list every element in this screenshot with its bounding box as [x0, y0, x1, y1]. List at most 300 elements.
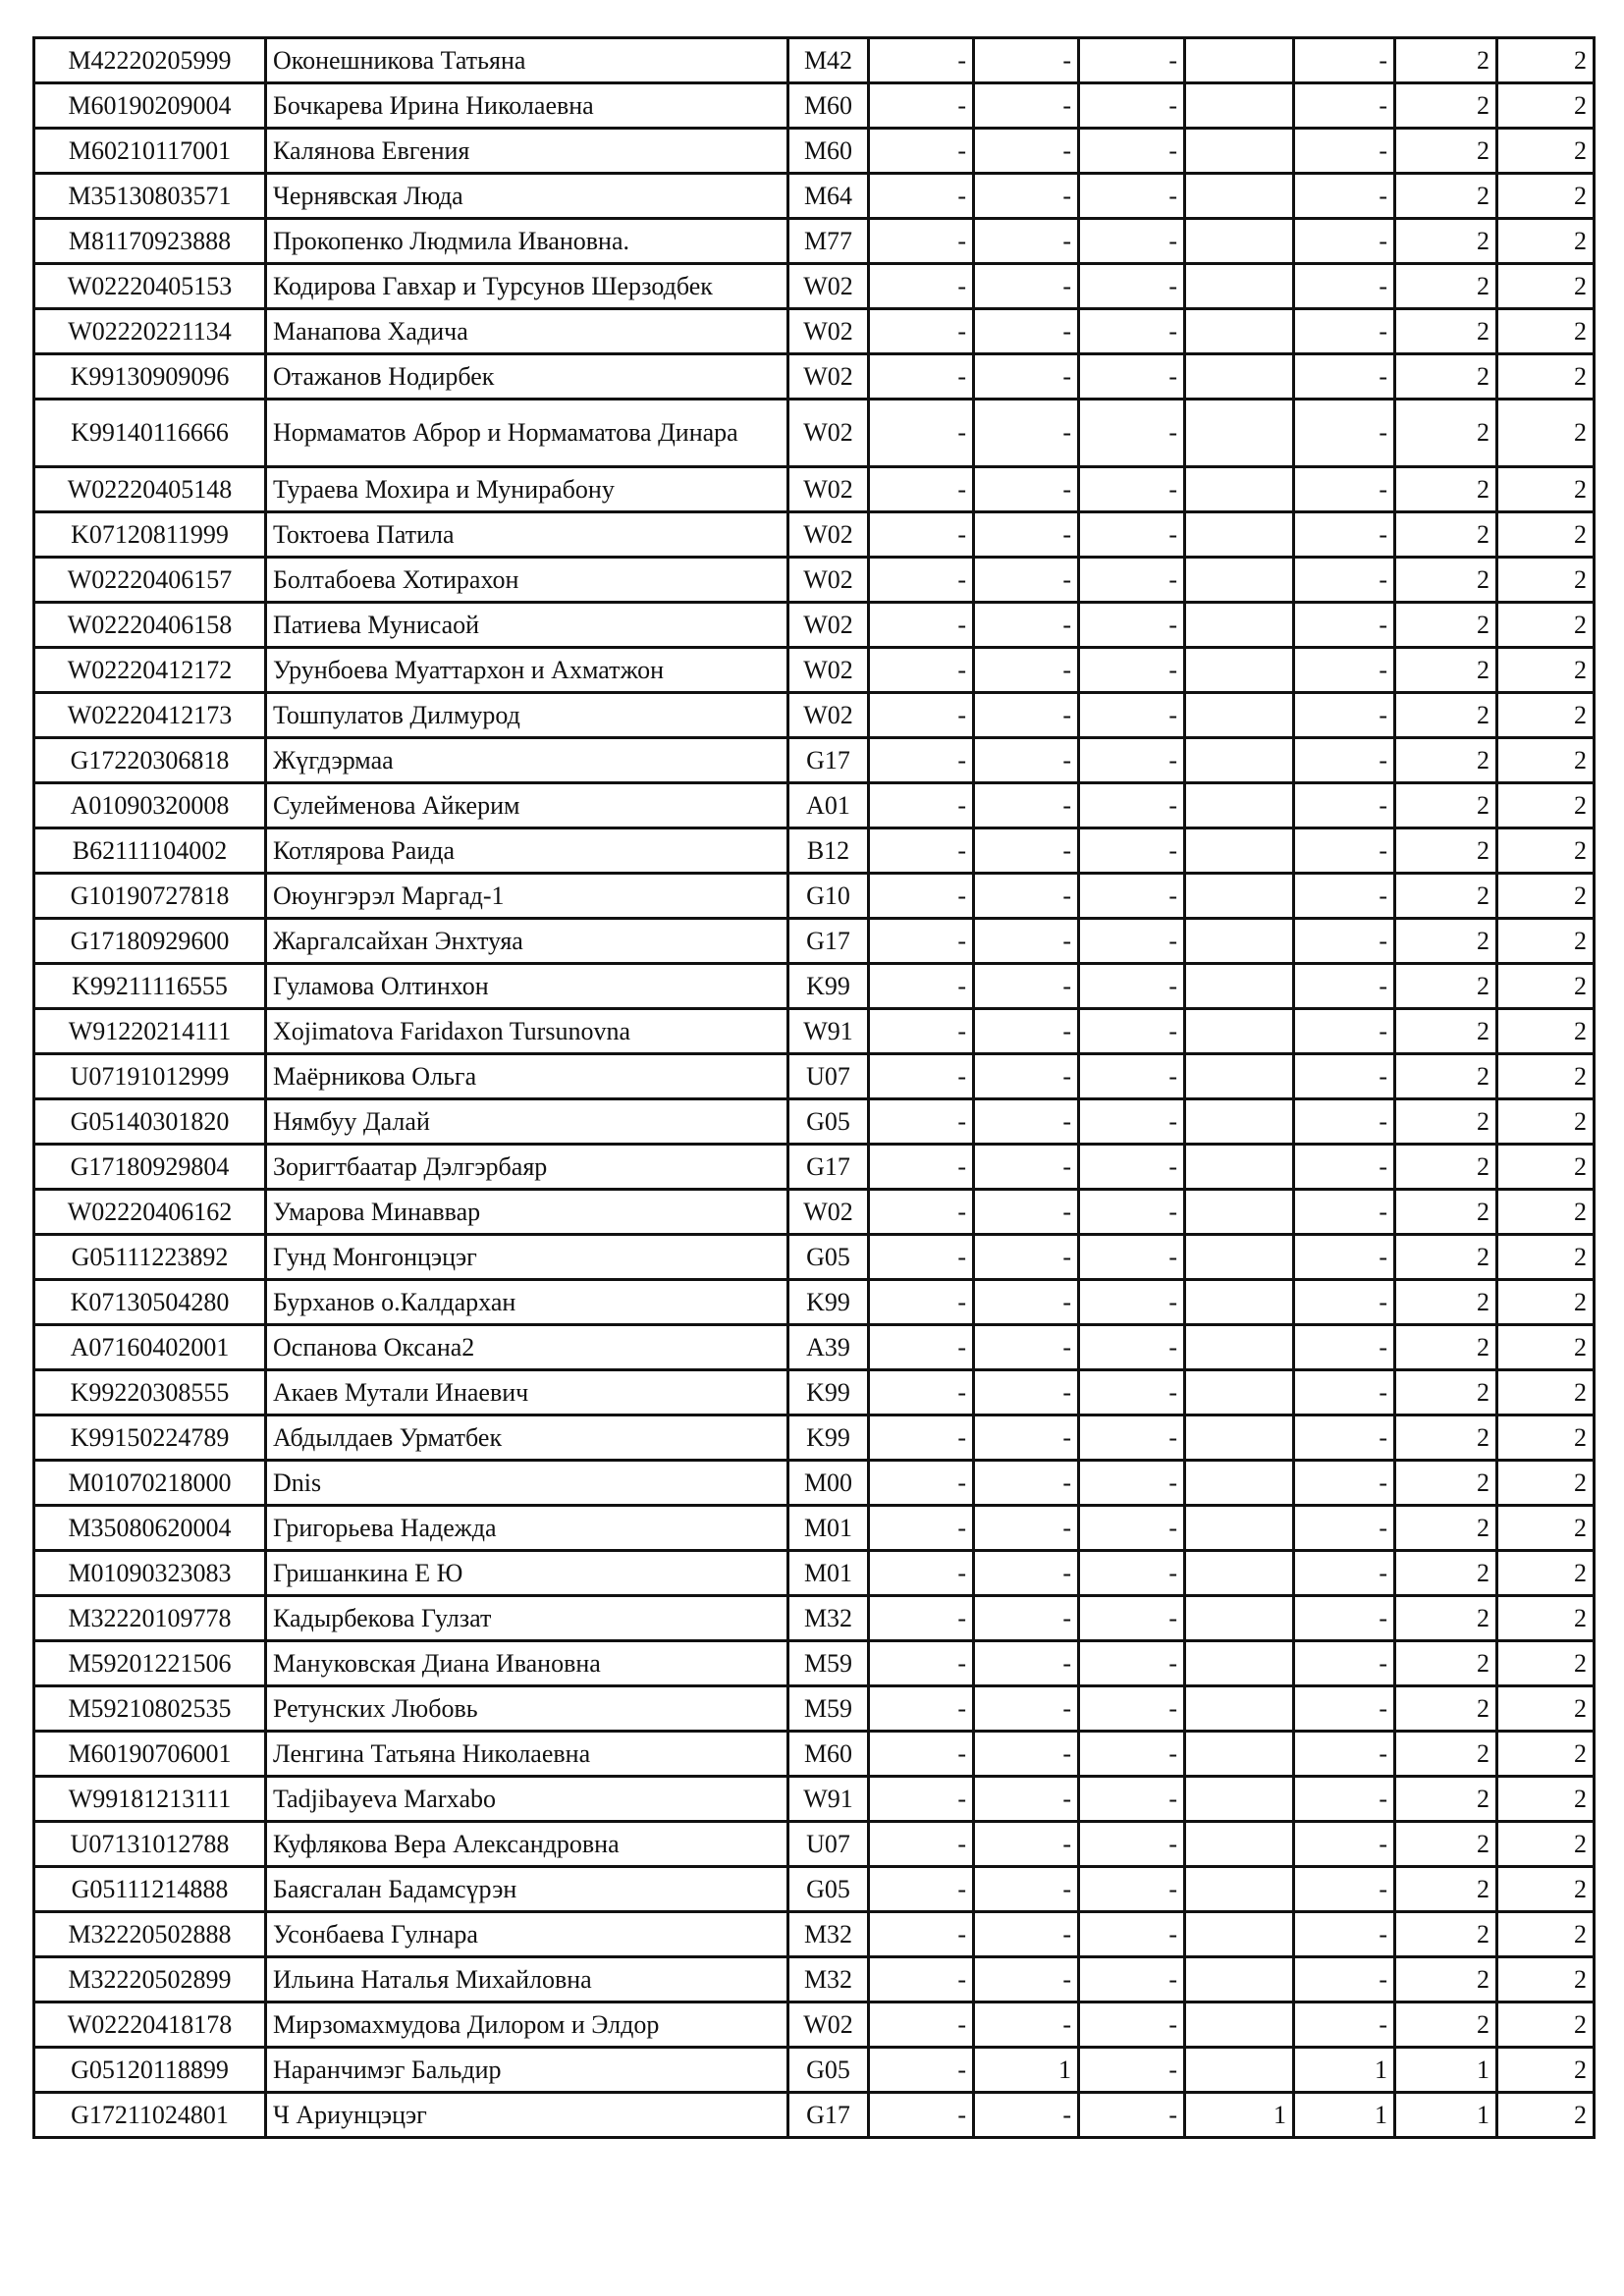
- value-cell: 2: [1395, 1054, 1497, 1099]
- value-cell: -: [1079, 1145, 1185, 1190]
- name-cell: Усонбаева Гулнара: [266, 1912, 788, 1957]
- name-cell: Оюунгэрэл Маргад-1: [266, 874, 788, 919]
- group-cell: G05: [788, 2048, 869, 2093]
- name-cell: Гуламова Олтинхон: [266, 964, 788, 1009]
- table-row: [34, 1506, 1595, 1551]
- value-cell: 2: [1395, 1822, 1497, 1867]
- value-cell: -: [974, 874, 1079, 919]
- value-cell: 2: [1395, 1370, 1497, 1415]
- value-cell: -: [1079, 1912, 1185, 1957]
- table-row: [34, 2093, 1595, 2138]
- name-cell: Куфлякова Вера Александровна: [266, 1822, 788, 1867]
- table-row: [34, 874, 1595, 919]
- value-cell: 1: [1395, 2048, 1497, 2093]
- value-cell: -: [974, 1551, 1079, 1596]
- name-cell: Ч Ариунцэцэг: [266, 2093, 788, 2138]
- value-cell: -: [974, 783, 1079, 828]
- code-cell: G05111214888: [34, 1867, 266, 1912]
- value-cell: -: [1079, 1551, 1185, 1596]
- name-cell: Кадырбекова Гулзат: [266, 1596, 788, 1641]
- value-cell: 2: [1395, 1280, 1497, 1325]
- value-cell: 2: [1395, 1641, 1497, 1686]
- value-cell: [1185, 83, 1294, 129]
- value-cell: -: [1294, 828, 1395, 874]
- value-cell: 2: [1395, 1596, 1497, 1641]
- value-cell: -: [869, 1099, 974, 1145]
- value-cell: -: [1294, 783, 1395, 828]
- value-cell: 2: [1497, 1370, 1595, 1415]
- group-cell: K99: [788, 964, 869, 1009]
- group-cell: W02: [788, 467, 869, 512]
- value-cell: 2: [1395, 38, 1497, 83]
- value-cell: 2: [1497, 1415, 1595, 1461]
- value-cell: -: [1079, 467, 1185, 512]
- table-row: [34, 738, 1595, 783]
- value-cell: 2: [1395, 1415, 1497, 1461]
- name-cell: Акаев Мутали Инаевич: [266, 1370, 788, 1415]
- value-cell: -: [1294, 1686, 1395, 1732]
- value-cell: -: [1294, 354, 1395, 400]
- table-row: [34, 309, 1595, 354]
- name-cell: Сулейменова Айкерим: [266, 783, 788, 828]
- value-cell: -: [869, 174, 974, 219]
- value-cell: -: [1294, 1912, 1395, 1957]
- group-cell: W02: [788, 309, 869, 354]
- value-cell: -: [1079, 648, 1185, 693]
- table-row: [34, 38, 1595, 83]
- group-cell: W02: [788, 2002, 869, 2048]
- code-cell: G17180929804: [34, 1145, 266, 1190]
- value-cell: -: [1079, 1190, 1185, 1235]
- code-cell: W02220221134: [34, 309, 266, 354]
- name-cell: Тошпулатов Дилмурод: [266, 693, 788, 738]
- group-cell: M00: [788, 1461, 869, 1506]
- value-cell: 2: [1497, 783, 1595, 828]
- code-cell: M60190209004: [34, 83, 266, 129]
- table-row: [34, 1009, 1595, 1054]
- value-cell: -: [974, 1777, 1079, 1822]
- value-cell: -: [1294, 129, 1395, 174]
- code-cell: M59201221506: [34, 1641, 266, 1686]
- value-cell: -: [1079, 783, 1185, 828]
- value-cell: [1185, 738, 1294, 783]
- value-cell: -: [1294, 400, 1395, 467]
- value-cell: -: [1294, 1415, 1395, 1461]
- value-cell: -: [1294, 1641, 1395, 1686]
- code-cell: K99220308555: [34, 1370, 266, 1415]
- value-cell: 2: [1497, 467, 1595, 512]
- name-cell: Мирзомахмудова Дилором и Элдор: [266, 2002, 788, 2048]
- value-cell: -: [1079, 1235, 1185, 1280]
- value-cell: 2: [1395, 919, 1497, 964]
- value-cell: -: [869, 603, 974, 648]
- code-cell: K07120811999: [34, 512, 266, 558]
- value-cell: 2: [1395, 1325, 1497, 1370]
- value-cell: 2: [1497, 648, 1595, 693]
- value-cell: 2: [1395, 693, 1497, 738]
- name-cell: Tadjibayeva Marxabo: [266, 1777, 788, 1822]
- value-cell: -: [869, 38, 974, 83]
- value-cell: 2: [1497, 1009, 1595, 1054]
- value-cell: -: [1294, 964, 1395, 1009]
- value-cell: -: [974, 828, 1079, 874]
- value-cell: -: [1079, 309, 1185, 354]
- value-cell: -: [869, 828, 974, 874]
- code-cell: W02220405153: [34, 264, 266, 309]
- group-cell: G10: [788, 874, 869, 919]
- value-cell: 2: [1395, 874, 1497, 919]
- name-cell: Отажанов Нодирбек: [266, 354, 788, 400]
- value-cell: -: [1079, 1370, 1185, 1415]
- value-cell: [1185, 1415, 1294, 1461]
- name-cell: Токтоева Патила: [266, 512, 788, 558]
- group-cell: G05: [788, 1867, 869, 1912]
- value-cell: -: [1294, 919, 1395, 964]
- table-row: [34, 1235, 1595, 1280]
- value-cell: -: [1294, 874, 1395, 919]
- code-cell: W91220214111: [34, 1009, 266, 1054]
- value-cell: [1185, 1641, 1294, 1686]
- value-cell: -: [869, 1461, 974, 1506]
- value-cell: -: [869, 1777, 974, 1822]
- value-cell: -: [974, 2093, 1079, 2138]
- value-cell: [1185, 1461, 1294, 1506]
- table-row: [34, 1280, 1595, 1325]
- code-cell: M35130803571: [34, 174, 266, 219]
- code-cell: M81170923888: [34, 219, 266, 264]
- group-cell: M64: [788, 174, 869, 219]
- value-cell: -: [974, 1867, 1079, 1912]
- value-cell: -: [1294, 264, 1395, 309]
- code-cell: W02220418178: [34, 2002, 266, 2048]
- value-cell: 2: [1497, 1551, 1595, 1596]
- name-cell: Чернявская Люда: [266, 174, 788, 219]
- value-cell: 2: [1395, 828, 1497, 874]
- table-row: [34, 1461, 1595, 1506]
- value-cell: -: [1294, 1461, 1395, 1506]
- value-cell: -: [974, 174, 1079, 219]
- name-cell: Прокопенко Людмила Ивановна.: [266, 219, 788, 264]
- value-cell: -: [974, 919, 1079, 964]
- value-cell: [1185, 1912, 1294, 1957]
- value-cell: -: [869, 309, 974, 354]
- value-cell: [1185, 1280, 1294, 1325]
- value-cell: -: [1294, 219, 1395, 264]
- value-cell: -: [974, 1145, 1079, 1190]
- name-cell: Dnis: [266, 1461, 788, 1506]
- value-cell: -: [974, 1235, 1079, 1280]
- value-cell: 2: [1497, 1190, 1595, 1235]
- value-cell: [1185, 648, 1294, 693]
- value-cell: -: [1079, 558, 1185, 603]
- group-cell: W02: [788, 512, 869, 558]
- value-cell: -: [1294, 1099, 1395, 1145]
- group-cell: K99: [788, 1370, 869, 1415]
- value-cell: -: [869, 693, 974, 738]
- code-cell: U07131012788: [34, 1822, 266, 1867]
- value-cell: -: [869, 1280, 974, 1325]
- value-cell: 2: [1497, 1325, 1595, 1370]
- value-cell: -: [1079, 1867, 1185, 1912]
- table-row: [34, 1686, 1595, 1732]
- value-cell: -: [974, 693, 1079, 738]
- value-cell: -: [974, 2002, 1079, 2048]
- value-cell: 2: [1497, 400, 1595, 467]
- value-cell: 2: [1395, 1732, 1497, 1777]
- value-cell: -: [1294, 512, 1395, 558]
- value-cell: [1185, 219, 1294, 264]
- value-cell: 2: [1395, 400, 1497, 467]
- value-cell: -: [1079, 2048, 1185, 2093]
- value-cell: 2: [1497, 1054, 1595, 1099]
- table-row: [34, 174, 1595, 219]
- table-row: [34, 1190, 1595, 1235]
- group-cell: G05: [788, 1235, 869, 1280]
- value-cell: [1185, 467, 1294, 512]
- table-row: [34, 1415, 1595, 1461]
- value-cell: -: [869, 1190, 974, 1235]
- group-cell: W91: [788, 1009, 869, 1054]
- value-cell: -: [869, 1145, 974, 1190]
- value-cell: -: [1079, 1732, 1185, 1777]
- value-cell: -: [974, 558, 1079, 603]
- value-cell: -: [974, 1957, 1079, 2002]
- value-cell: -: [869, 1054, 974, 1099]
- value-cell: 2: [1497, 1641, 1595, 1686]
- value-cell: -: [869, 1641, 974, 1686]
- name-cell: Патиева Мунисаой: [266, 603, 788, 648]
- value-cell: -: [1079, 919, 1185, 964]
- value-cell: -: [1294, 1145, 1395, 1190]
- group-cell: M60: [788, 83, 869, 129]
- code-cell: W02220406157: [34, 558, 266, 603]
- code-cell: M32220502888: [34, 1912, 266, 1957]
- value-cell: 2: [1497, 964, 1595, 1009]
- value-cell: 1: [1185, 2093, 1294, 2138]
- value-cell: [1185, 1777, 1294, 1822]
- group-cell: K99: [788, 1280, 869, 1325]
- value-cell: 2: [1395, 1009, 1497, 1054]
- value-cell: [1185, 354, 1294, 400]
- value-cell: -: [974, 219, 1079, 264]
- name-cell: Ленгина Татьяна Николаевна: [266, 1732, 788, 1777]
- value-cell: -: [1079, 693, 1185, 738]
- table-row: [34, 1912, 1595, 1957]
- name-cell: Маёрникова Ольга: [266, 1054, 788, 1099]
- code-cell: K07130504280: [34, 1280, 266, 1325]
- name-cell: Мануковская Диана Ивановна: [266, 1641, 788, 1686]
- value-cell: -: [974, 1822, 1079, 1867]
- code-cell: W02220406158: [34, 603, 266, 648]
- value-cell: -: [974, 129, 1079, 174]
- value-cell: -: [1294, 1325, 1395, 1370]
- value-cell: [1185, 603, 1294, 648]
- table-row: [34, 1777, 1595, 1822]
- code-cell: K99211116555: [34, 964, 266, 1009]
- group-cell: M32: [788, 1596, 869, 1641]
- name-cell: Калянова Евгения: [266, 129, 788, 174]
- value-cell: -: [974, 1732, 1079, 1777]
- value-cell: 2: [1395, 1957, 1497, 2002]
- name-cell: Болтабоева Хотирахон: [266, 558, 788, 603]
- value-cell: [1185, 1822, 1294, 1867]
- value-cell: -: [974, 1009, 1079, 1054]
- table-row: [34, 219, 1595, 264]
- value-cell: 2: [1395, 1461, 1497, 1506]
- value-cell: 2: [1497, 1822, 1595, 1867]
- name-cell: Умарова Минаввар: [266, 1190, 788, 1235]
- code-cell: W99181213111: [34, 1777, 266, 1822]
- value-cell: 2: [1395, 1099, 1497, 1145]
- group-cell: M60: [788, 1732, 869, 1777]
- value-cell: [1185, 2048, 1294, 2093]
- value-cell: 2: [1395, 738, 1497, 783]
- data-table: [32, 36, 1596, 2139]
- value-cell: -: [974, 1280, 1079, 1325]
- value-cell: [1185, 1325, 1294, 1370]
- value-cell: -: [869, 1957, 974, 2002]
- value-cell: [1185, 1867, 1294, 1912]
- name-cell: Бурханов о.Калдархан: [266, 1280, 788, 1325]
- table-row: [34, 1732, 1595, 1777]
- value-cell: -: [1079, 1822, 1185, 1867]
- value-cell: 2: [1497, 1145, 1595, 1190]
- code-cell: M01090323083: [34, 1551, 266, 1596]
- value-cell: 1: [1294, 2093, 1395, 2138]
- table-row: [34, 83, 1595, 129]
- table-row: [34, 919, 1595, 964]
- table-row: [34, 1054, 1595, 1099]
- value-cell: -: [974, 38, 1079, 83]
- value-cell: [1185, 1957, 1294, 2002]
- value-cell: [1185, 512, 1294, 558]
- value-cell: 2: [1395, 603, 1497, 648]
- table-row: [34, 828, 1595, 874]
- value-cell: -: [974, 264, 1079, 309]
- value-cell: -: [1294, 1054, 1395, 1099]
- code-cell: W02220406162: [34, 1190, 266, 1235]
- table-row: [34, 1145, 1595, 1190]
- value-cell: -: [1079, 828, 1185, 874]
- group-cell: B12: [788, 828, 869, 874]
- value-cell: 2: [1497, 2048, 1595, 2093]
- value-cell: -: [1294, 693, 1395, 738]
- code-cell: K99150224789: [34, 1415, 266, 1461]
- table-row: [34, 603, 1595, 648]
- value-cell: -: [1079, 129, 1185, 174]
- group-cell: W02: [788, 264, 869, 309]
- value-cell: 2: [1395, 648, 1497, 693]
- value-cell: 2: [1497, 2002, 1595, 2048]
- group-cell: K99: [788, 1415, 869, 1461]
- value-cell: -: [1294, 648, 1395, 693]
- code-cell: M32220502899: [34, 1957, 266, 2002]
- value-cell: -: [1294, 174, 1395, 219]
- value-cell: -: [869, 783, 974, 828]
- name-cell: Оконешникова Татьяна: [266, 38, 788, 83]
- value-cell: -: [1079, 603, 1185, 648]
- name-cell: Оспанова Оксана2: [266, 1325, 788, 1370]
- value-cell: [1185, 1054, 1294, 1099]
- value-cell: [1185, 919, 1294, 964]
- value-cell: -: [974, 738, 1079, 783]
- value-cell: -: [974, 1596, 1079, 1641]
- value-cell: 2: [1497, 603, 1595, 648]
- name-cell: Манапова Хадича: [266, 309, 788, 354]
- code-cell: G05120118899: [34, 2048, 266, 2093]
- name-cell: Тураева Мохира и Мунирабону: [266, 467, 788, 512]
- group-cell: W02: [788, 558, 869, 603]
- table-row: [34, 964, 1595, 1009]
- value-cell: -: [974, 512, 1079, 558]
- value-cell: -: [1294, 1732, 1395, 1777]
- name-cell: Нямбуу Далай: [266, 1099, 788, 1145]
- value-cell: -: [869, 874, 974, 919]
- value-cell: -: [974, 1461, 1079, 1506]
- group-cell: U07: [788, 1822, 869, 1867]
- group-cell: A01: [788, 783, 869, 828]
- table-row: [34, 1099, 1595, 1145]
- value-cell: 2: [1497, 828, 1595, 874]
- value-cell: 2: [1395, 1686, 1497, 1732]
- name-cell: Нормаматов Аброр и Нормаматова Динара: [266, 400, 788, 467]
- code-cell: W02220412172: [34, 648, 266, 693]
- value-cell: -: [869, 1235, 974, 1280]
- value-cell: 2: [1395, 1190, 1497, 1235]
- table-row: [34, 1551, 1595, 1596]
- group-cell: W02: [788, 693, 869, 738]
- value-cell: -: [1079, 738, 1185, 783]
- value-cell: -: [869, 1506, 974, 1551]
- value-cell: -: [869, 2093, 974, 2138]
- value-cell: -: [974, 1370, 1079, 1415]
- group-cell: W02: [788, 400, 869, 467]
- table-row: [34, 1957, 1595, 2002]
- name-cell: Зоригтбаатар Дэлгэрбаяр: [266, 1145, 788, 1190]
- value-cell: 2: [1497, 1777, 1595, 1822]
- code-cell: G10190727818: [34, 874, 266, 919]
- group-cell: A39: [788, 1325, 869, 1370]
- value-cell: 2: [1395, 558, 1497, 603]
- value-cell: -: [869, 219, 974, 264]
- value-cell: -: [1294, 603, 1395, 648]
- group-cell: W02: [788, 1190, 869, 1235]
- value-cell: [1185, 2002, 1294, 2048]
- value-cell: -: [974, 354, 1079, 400]
- value-cell: 2: [1395, 219, 1497, 264]
- value-cell: 2: [1395, 1867, 1497, 1912]
- value-cell: -: [1079, 264, 1185, 309]
- value-cell: 2: [1497, 1506, 1595, 1551]
- value-cell: -: [869, 2002, 974, 2048]
- value-cell: [1185, 1009, 1294, 1054]
- value-cell: -: [1079, 1641, 1185, 1686]
- value-cell: -: [869, 1370, 974, 1415]
- value-cell: -: [974, 1641, 1079, 1686]
- value-cell: -: [869, 129, 974, 174]
- value-cell: -: [869, 1009, 974, 1054]
- value-cell: 2: [1497, 83, 1595, 129]
- table-row: [34, 693, 1595, 738]
- value-cell: -: [869, 83, 974, 129]
- value-cell: -: [869, 1822, 974, 1867]
- value-cell: -: [1294, 1867, 1395, 1912]
- value-cell: 2: [1497, 2093, 1595, 2138]
- value-cell: 2: [1395, 512, 1497, 558]
- name-cell: Жүгдэрмаа: [266, 738, 788, 783]
- value-cell: 1: [1395, 2093, 1497, 2138]
- group-cell: M32: [788, 1912, 869, 1957]
